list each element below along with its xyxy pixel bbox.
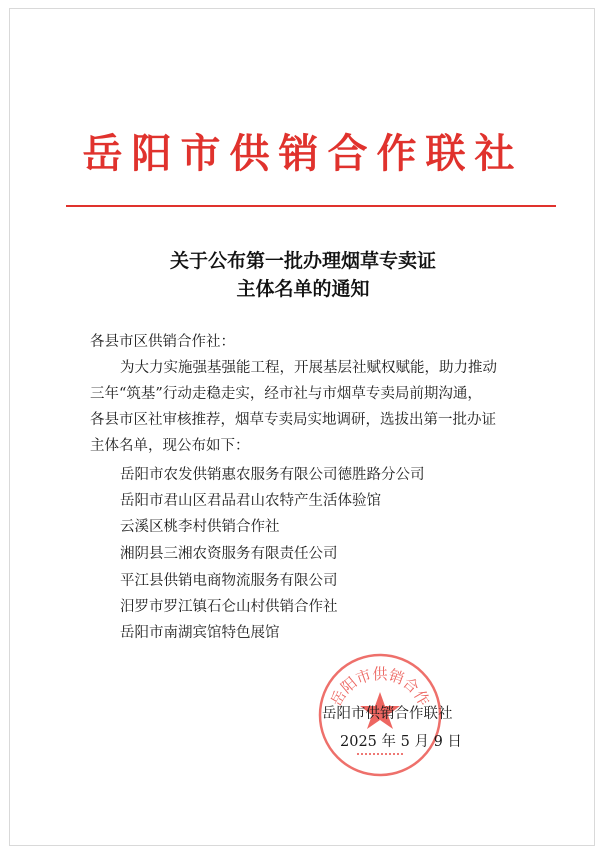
signature-organization: 岳阳市供销合作联社 [322,706,453,722]
entity-list-item: 云溪区桃李村供销合作社 [120,519,280,535]
paragraph-line: 为大力实施强基强能工程，开展基层社赋权赋能，助力推动 [120,360,497,376]
paragraph-line: 主体名单，现公布如下： [90,438,250,454]
entity-list-item: 岳阳市农发供销惠农服务有限公司德胜路分公司 [120,467,425,483]
header-red-rule [66,205,556,207]
entity-list-item: 岳阳市君山区君品君山农特产生活体验馆 [120,493,381,509]
entity-list-item: 汨罗市罗江镇石仑山村供销合作社 [120,599,338,615]
seal-text: 岳阳市供销合作 [326,665,434,710]
entity-list-item: 湘阴县三湘农资服务有限责任公司 [120,546,338,562]
entity-list-item: 平江县供销电商物流服务有限公司 [120,573,338,589]
salutation: 各县市区供销合作社： [90,334,235,350]
paragraph-line: 各县市区社审核推荐，烟草专卖局实地调研，选拔出第一批办证 [90,412,496,428]
signature-date: 2025 年 5 月 9 日 [340,734,462,750]
paragraph-line: 三年“筑基”行动走稳走实，经市社与市烟草专卖局前期沟通， [90,386,482,402]
document-title-line-1: 关于公布第一批办理烟草专卖证 [169,250,436,272]
organization-header: 岳阳市供销合作联社 [82,130,524,177]
entity-list-item: 岳阳市南湖宾馆特色展馆 [120,625,280,641]
document-title-line-2: 主体名单的通知 [236,278,370,300]
